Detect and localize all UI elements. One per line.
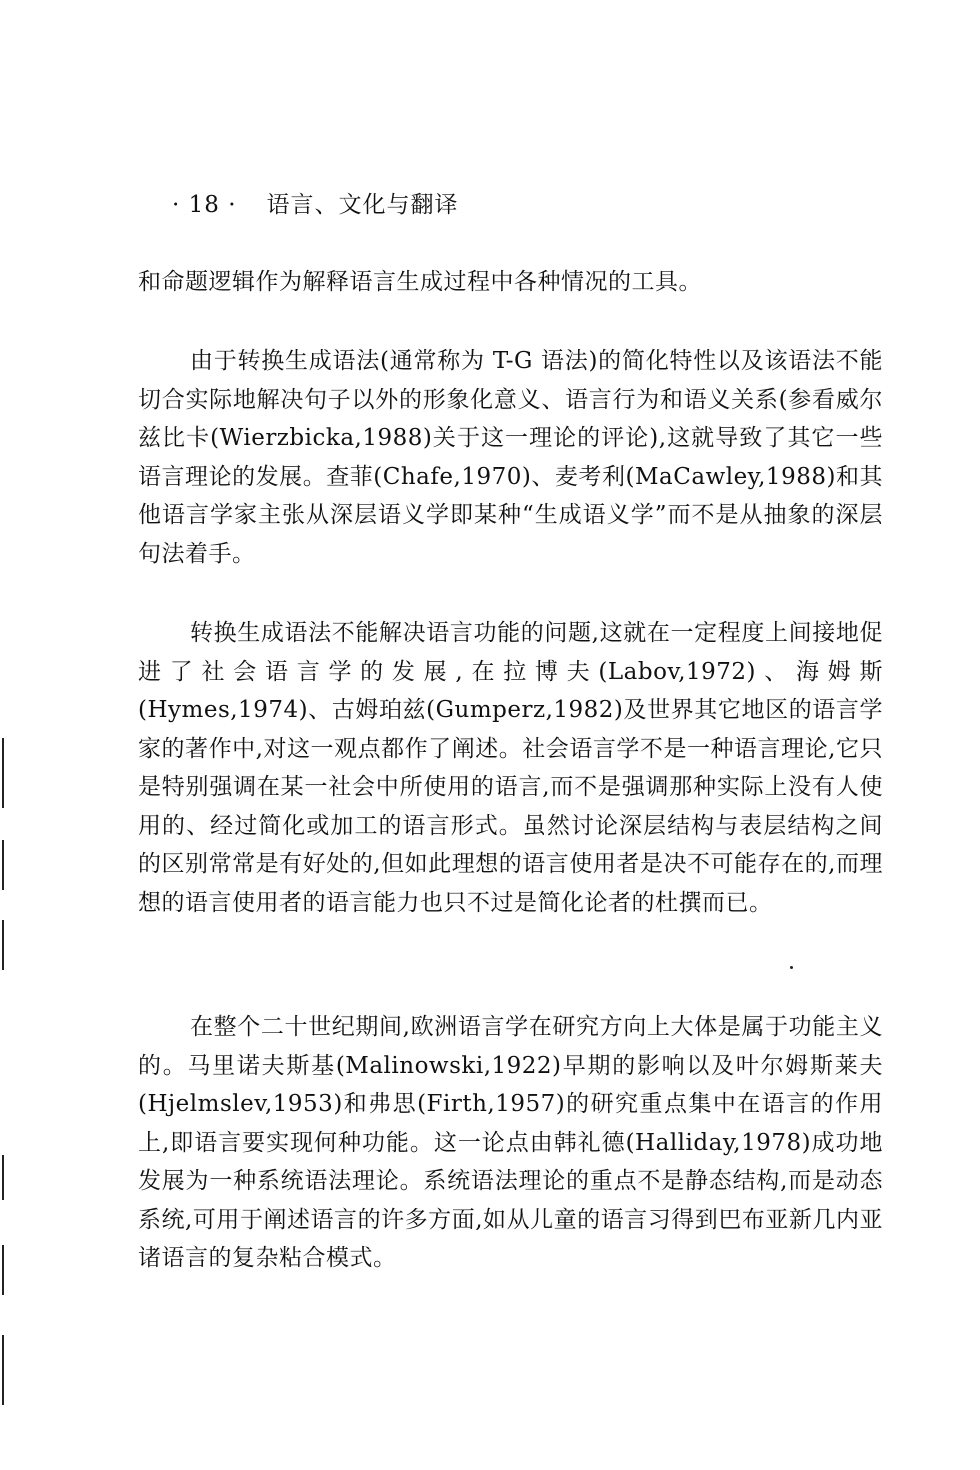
paragraph-2: 转换生成语法不能解决语言功能的问题,这就在一定程度上间接地促进了社会语言学的发展,在拉博夫(Labov,1972)、海姆斯(Hymes,1974)、古姆珀兹(Gumperz,1982)及世界其它地区的语言学家的著作中,对这一观点都作了阐述。社会语言学不是一种语言理论,它只是特别强调在某一社会中所使用的语言,而不是强调那种实际上没有人使用的、经过简化或加工的语言形式。虽然讨论深层结构与表层结构之间的区别常常是有好处的,但如此理想的语言使用者是决不可能存在的,而理想的语言使用者的语言能力也只不过是简化论者的杜撰而已。 [138,620,883,916]
paragraph-1: 由于转换生成语法(通常称为 T-G 语法)的简化特性以及该语法不能切合实际地解决句子以外的形象化意义、语言行为和语义关系(参看威尔兹比卡(Wierzbicka,1988)关于这一理论的评论),这就导致了其它一些语言理论的发展。查菲(Chafe,1970)、麦考利(MaCawley,1988)和其他语言学家主张从深层语义学即某种“生成语义学”而不是从抽象的深层句法着手。 [138,348,883,567]
scan-margin-mark [2,840,4,890]
page-number: · 18 · [172,192,237,218]
scan-margin-mark [2,738,4,808]
paragraph-continuation: 和命题逻辑作为解释语言生成过程中各种情况的工具。 [138,269,702,295]
scan-margin-mark [2,1155,4,1200]
scan-margin-mark [2,1245,4,1295]
scan-margin-mark [2,1335,4,1405]
scan-margin-mark [2,920,4,970]
book-title: 语言、文化与翻译 [266,192,459,218]
paragraph-3: 在整个二十世纪期间,欧洲语言学在研究方向上大体是属于功能主义的。马里诺夫斯基(Malinowski,1922)早期的影响以及叶尔姆斯莱夫(Hjelmslev,1953)和弗思(Firth,1957)的研究重点集中在语言的作用上,即语言要实现何种功能。这一论点由韩礼德(Halliday,1978)成功地发展为一种系统语法理论。系统语法理论的重点不是静态结构,而是动态系统,可用于阐述语言的许多方面,如从儿童的语言习得到巴布亚新几内亚诸语言的复杂粘合模式。 [138,1014,883,1271]
running-header [172,186,459,219]
scan-speck [790,966,793,969]
